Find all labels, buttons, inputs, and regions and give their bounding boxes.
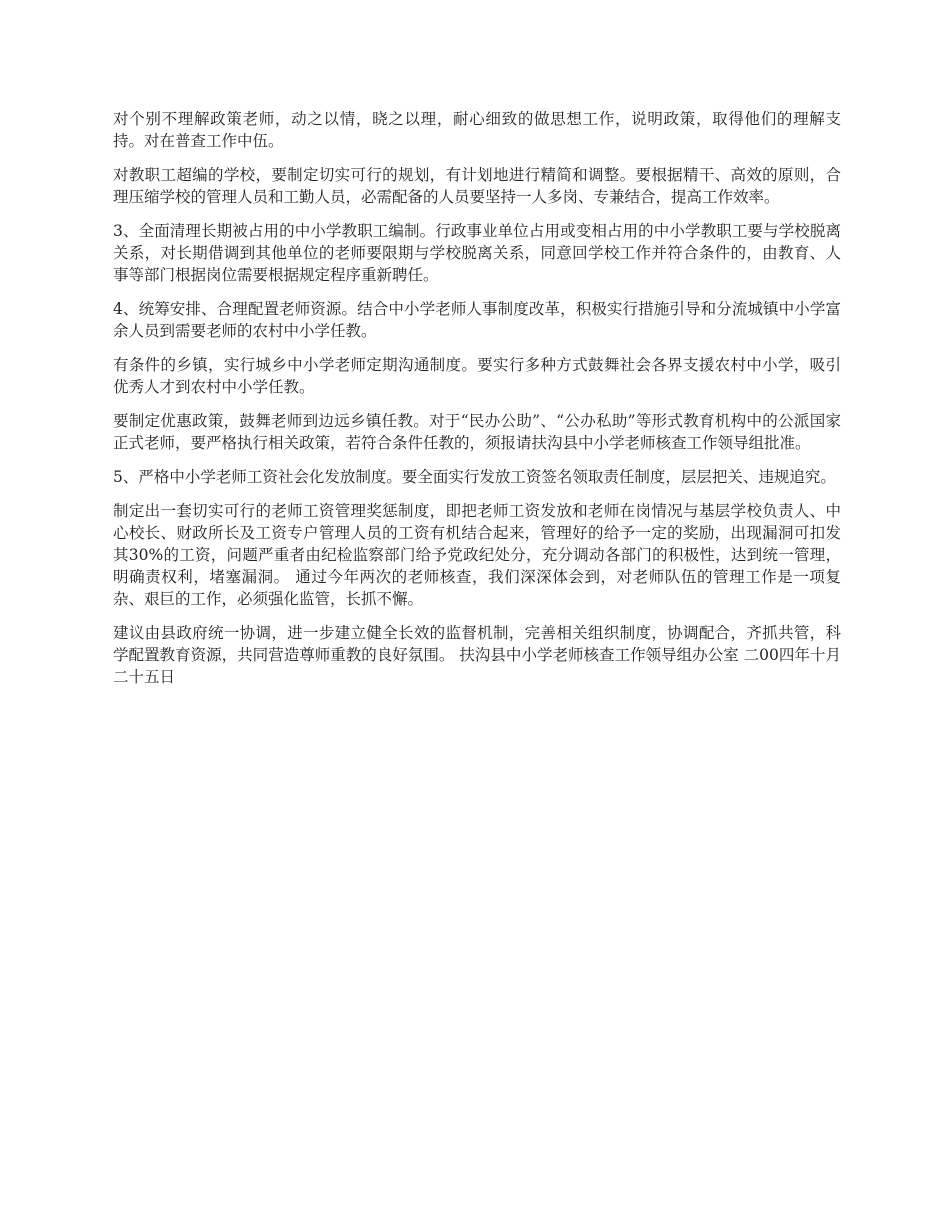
paragraph-8: 制定出一套切实可行的老师工资管理奖惩制度，即把老师工资发放和老师在岗情况与基层学校负责人、中心校长、财政所长及工资专户管理人员的工资有机结合起来，管理好的给予一定的奖励，出现漏洞可扣发其30%的工资，问题严重者由纪检监察部门给予党政纪处分，充分调动各部门的积极性，达到统一管理，明确责权利，堵塞漏洞。 通过今年两次的老师核查，我们深深体会到，对老师队伍的管理工作是一项复杂、艰巨的工作，必须强化监管，长抓不懈。 xyxy=(113,502,841,608)
paragraph-9: 建议由县政府统一协调，进一步建立健全长效的监督机制，完善相关组织制度，协调配合，齐抓共管，科学配置教育资源，共同营造尊师重教的良好氛围。 扶沟县中小学老师核查工作领导组办公室 二00四年十月二十五日 xyxy=(113,624,841,686)
paragraph-1: 对个别不理解政策老师，动之以情，晓之以理，耐心细致的做思想工作，说明政策，取得他们的理解支持。对在普查工作中伍。 xyxy=(113,110,841,150)
paragraph-6: 要制定优惠政策，鼓舞老师到边远乡镇任教。对于“民办公助”、“公办私助”等形式教育机构中的公派国家正式老师，要严格执行相关政策，若符合条件任教的，须报请扶沟县中小学老师核查工作领导组批准。 xyxy=(113,412,841,452)
paragraph-7: 5、严格中小学老师工资社会化发放制度。要全面实行发放工资签名领取责任制度，层层把关、违规追究。 xyxy=(113,468,836,486)
paragraph-3: 3、全面清理长期被占用的中小学教职工编制。行政事业单位占用或变相占用的中小学教职工要与学校脱离关系，对长期借调到其他单位的老师要限期与学校脱离关系，同意回学校工作并符合条件的，由教育、人事等部门根据岗位需要根据规定程序重新聘任。 xyxy=(113,222,841,284)
document-body xyxy=(113,108,841,700)
paragraph-4: 4、统筹安排、合理配置老师资源。结合中小学老师人事制度改革，积极实行措施引导和分流城镇中小学富余人员到需要老师的农村中小学任教。 xyxy=(113,300,841,340)
paragraph-5: 有条件的乡镇，实行城乡中小学老师定期沟通制度。要实行多种方式鼓舞社会各界支援农村中小学，吸引优秀人才到农村中小学任教。 xyxy=(113,356,841,396)
paragraph-2: 对教职工超编的学校，要制定切实可行的规划，有计划地进行精简和调整。要根据精干、高效的原则，合理压缩学校的管理人员和工勤人员，必需配备的人员要坚持一人多岗、专兼结合，提高工作效率。 xyxy=(113,166,841,206)
